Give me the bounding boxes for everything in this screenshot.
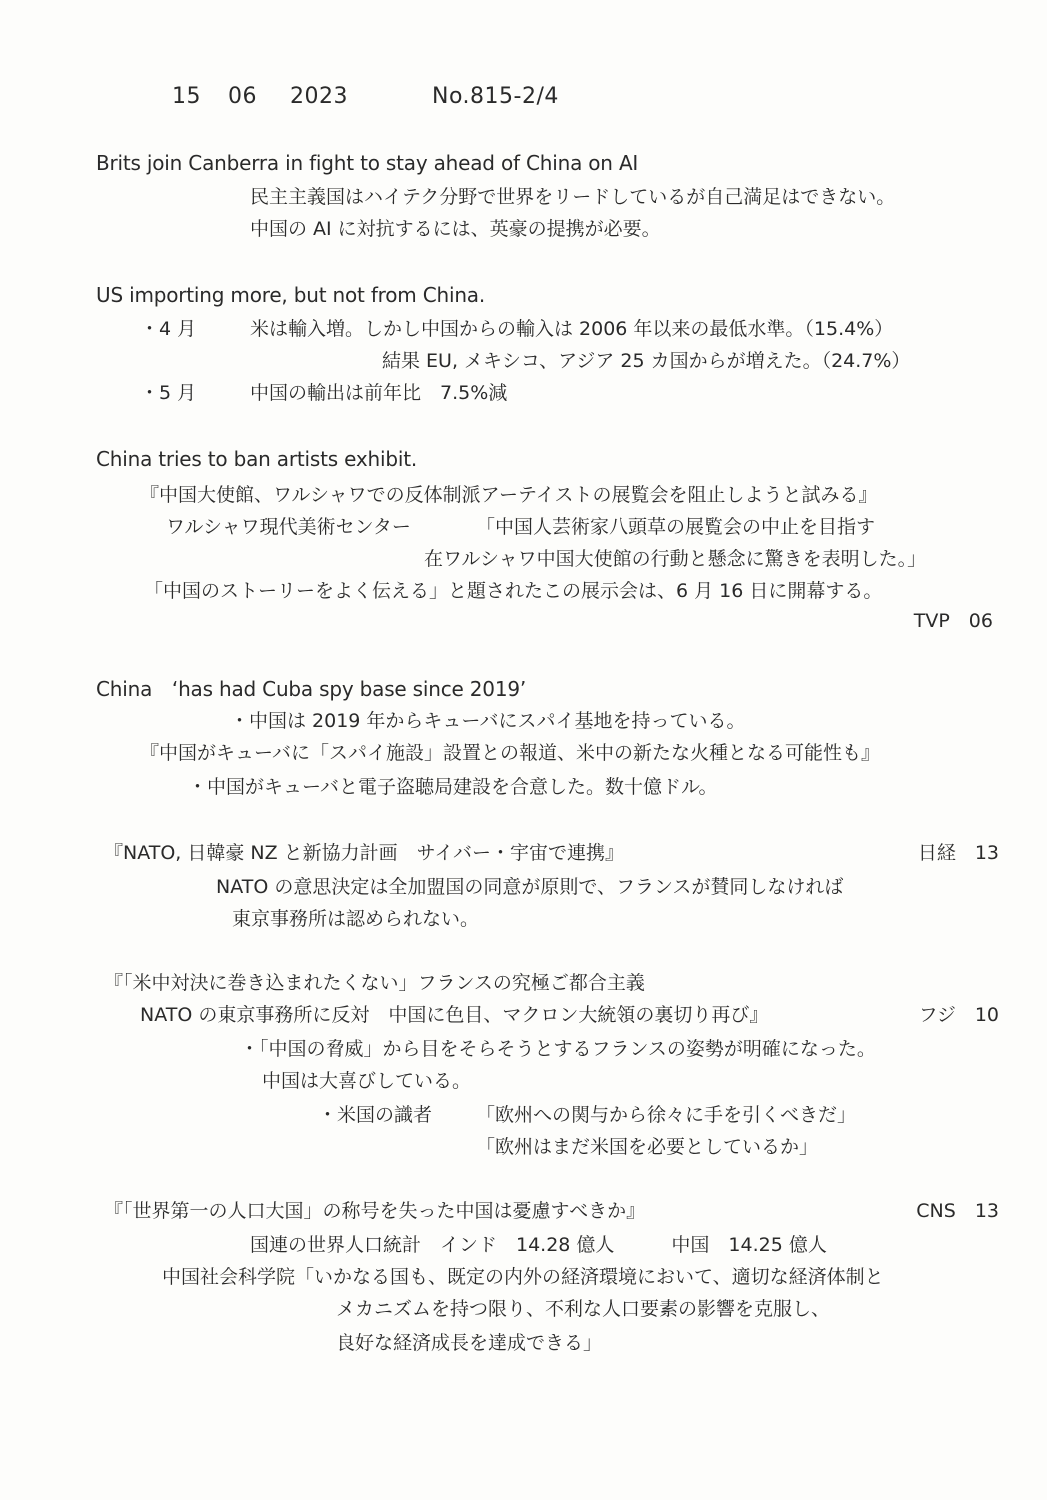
section3-line1: 『中国大使館、ワルシャワでの反体制派アーテイストの展覧会を阻止しようと試みる』 <box>140 484 878 506</box>
section6-line2: 中国は大喜びしている。 <box>262 1070 472 1092</box>
section3-headline: China tries to ban artists exhibit. <box>96 447 417 471</box>
section5-source: 日経 13 <box>917 842 999 864</box>
section6-line3-text: 「欧州への関与から徐々に手を引くべきだ」 <box>476 1104 857 1126</box>
section1-line1: 民主主義国はハイテク分野で世界をリードしているが自己満足はできない。 <box>250 186 896 208</box>
section2-bullet1-label: ・4 月 <box>140 318 197 340</box>
section3-source: TVP 06 <box>913 610 993 632</box>
section7-headline: 『「世界第一の人口大国」の称号を失った中国は憂慮すべきか』 <box>104 1200 646 1222</box>
section6-line4: 「欧州はまだ米国を必要としているか」 <box>476 1136 819 1158</box>
section4-line3: ・中国がキューバと電子盗聴局建設を合意した。数十億ドル。 <box>188 776 718 798</box>
section2-bullet2-label: ・5 月 <box>140 382 197 404</box>
section3-line3: 在ワルシャワ中国大使館の行動と懸念に驚きを表明した。」 <box>424 548 927 570</box>
section3-line2-text: 「中国人芸術家八頭草の展覧会の中止を目指す <box>476 516 876 538</box>
section4-headline: China ‘has had Cuba spy base since 2019’ <box>96 677 527 701</box>
issue-number: No.815-2/4 <box>432 84 559 109</box>
section1-headline: Brits join Canberra in fight to stay ahead of China on AI <box>96 151 639 175</box>
date-day: 15 <box>172 84 201 109</box>
date-year: 2023 <box>290 84 348 109</box>
section4-line2: 『中国がキューバに「スパイ施設」設置との報道、米中の新たな火種となる可能性も』 <box>140 742 881 764</box>
section6-source: フジ 10 <box>918 1004 999 1026</box>
section3-line2-label: ワルシャワ現代美術センター <box>166 516 411 538</box>
section7-line1: 国連の世界人口統計 インド 14.28 億人 中国 14.25 億人 <box>250 1234 827 1256</box>
section3-line4: 「中国のストーリーをよく伝える」と題されたこの展示会は、6 月 16 日に開幕する。 <box>144 580 883 602</box>
section6-headline2: NATO の東京事務所に反対 中国に色目、マクロン大統領の裏切り再び』 <box>140 1004 769 1026</box>
section6-line1: ・「中国の脅威」から目をそらそうとするフランスの姿勢が明確になった。 <box>240 1038 876 1060</box>
section1-line2: 中国の AI に対抗するには、英豪の提携が必要。 <box>250 218 661 240</box>
section2-headline: US importing more, but not from China. <box>96 283 486 307</box>
section7-source: CNS 13 <box>916 1200 999 1222</box>
section4-line1: ・中国は 2019 年からキューバにスパイ基地を持っている。 <box>230 710 746 732</box>
section6-line3-label: ・米国の識者 <box>318 1104 433 1126</box>
section7-line2: 中国社会科学院「いかなる国も、既定の内外の経済環境において、適切な経済体制と <box>162 1266 884 1288</box>
date-month: 06 <box>228 84 257 109</box>
section7-line4: 良好な経済成長を達成できる」 <box>336 1332 603 1354</box>
section6-headline: 『「米中対決に巻き込まれたくない」フランスの究極ご都合主義 <box>104 972 645 994</box>
section5-line1: NATO の意思決定は全加盟国の同意が原則で、フランスが賛同しなければ <box>216 876 844 898</box>
section2-bullet2-text: 中国の輸出は前年比 7.5%減 <box>250 382 508 404</box>
section2-bullet1-text: 米は輸入増。しかし中国からの輸入は 2006 年以来の最低水準。（15.4%） <box>250 318 894 340</box>
section5-line2: 東京事務所は認められない。 <box>232 908 480 930</box>
section2-bullet1-cont: 結果 EU, メキシコ、アジア 25 カ国からが増えた。（24.7%） <box>382 350 911 372</box>
section5-headline: 『NATO, 日韓豪 NZ と新協力計画 サイバー・宇宙で連携』 <box>104 842 624 864</box>
section7-line3: メカニズムを持つ限り、不利な人口要素の影響を克服し、 <box>336 1298 831 1320</box>
